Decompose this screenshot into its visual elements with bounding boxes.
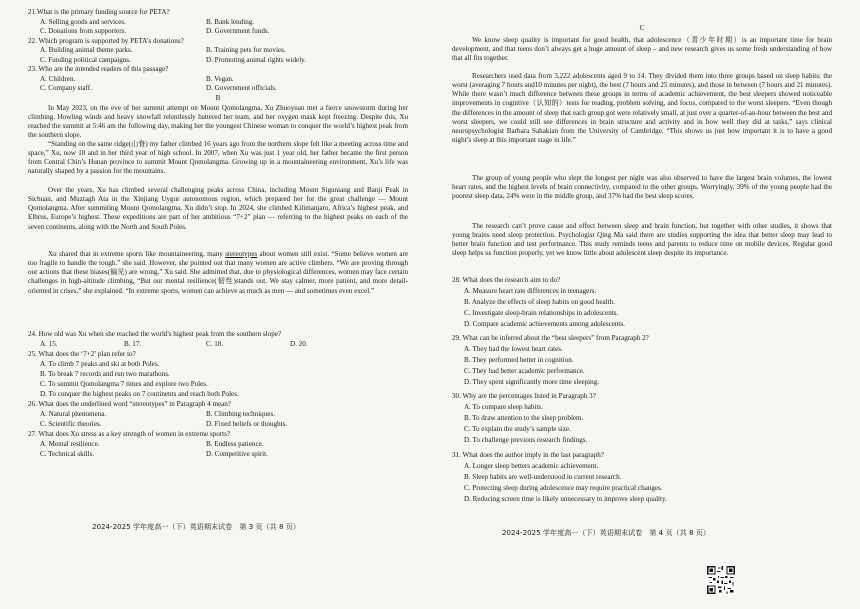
q31-option-a: A. Longer sleep betters academic achievement. (464, 462, 599, 470)
passage-b-paragraph-1: In May 2023, on the eve of her summit attempt on Mount Qomolangma, Xu Zhuoyuan met a fierce snowstorm during her climbing. Howling winds and heavy snowfall relentlessly battered her team, and her oxygen mask kept freezing. Despite this, Xu reached the summit at 5:46 am the following day, making her the youngest Chinese woman to conquer the world’s highest peak from the southern slope. (28, 104, 408, 140)
q27-option-d: D. Competitive spirit. (206, 450, 268, 458)
question-22: 22. Which program is supported by PETA’s donations? (28, 37, 184, 45)
q31-option-d: D. Reducing screen time is likely unnecessary to improve sleep quality. (464, 495, 667, 503)
passage-c-paragraph-2: Researchers used data from 3,222 adolescents aged 9 to 14. They divided them into three groups based on sleep habits: the worst (averaging 7 hours and10 minutes per night), the best (7 hours and 25 minutes), and those in between (7 hours and 21 minutes). While there wasn’t much difference between these groups in terms of academic achievement, the best sleepers showed noticeable improvements in cognitive（认知的）tests for reading, problem solving, and focus, compared to the worst sleepers. “Even though the differences in the amount of sleep that each group got were relatively small, at just over a quarter-of-an-hour between the best and worst sleepers, we could still see differences in brain structure and activity and in how well they did at tasks,” says clinical neuropsychologist Barbara Sahakian from the University of Cambridge. “This shows us just how important it is to have a good night’s sleep at this important stage in life.” (452, 72, 832, 145)
q30-option-c: C. To explain the study’s sample size. (464, 425, 571, 433)
q21-option-a: A. Selling goods and services. (40, 18, 126, 26)
q27-option-a: A. Mental resilience. (40, 440, 100, 448)
q24-option-b: B. 17. (124, 340, 142, 348)
question-24: 24. How old was Xu when she reached the world's highest peak from the southern slope? (28, 330, 282, 338)
q24-option-d: D. 20. (290, 340, 308, 348)
question-30: 30. Why are the percentages listed in Paragraph 3? (452, 392, 596, 400)
q31-option-c: C. Protecting sleep during adolescence may require practical changes. (464, 484, 663, 492)
q28-option-d: D. Compare academic achievements among adolescents. (464, 320, 625, 328)
q29-option-c: C. They had better academic performance. (464, 367, 585, 375)
q25-option-d: D. To conquer the highest peaks on 7 continents and reach both Poles. (40, 390, 239, 398)
question-23: 23. Who are the intended readers of this passage? (28, 65, 169, 73)
q31-option-b: B. Sleep habits are well-understood in current research. (464, 473, 622, 481)
q22-option-c: C. Funding political campaigns. (40, 56, 131, 64)
q26-option-c: C. Scientific theories. (40, 420, 102, 428)
question-27: 27. What does Xu stress as a key strength of women in extreme sports? (28, 430, 230, 438)
q29-option-b: B. They performed better in cognition. (464, 356, 574, 364)
q23-option-a: A. Children. (40, 75, 76, 83)
q22-option-d: D. Promoting animal rights widely. (206, 56, 307, 64)
q26-option-d: D. Fixed beliefs or thoughts. (206, 420, 288, 428)
q21-option-b: B. Bank lending. (206, 18, 255, 26)
q25-option-c: C. To summit Qomolangma 7 times and explore two Poles. (40, 380, 208, 388)
q27-option-b: B. Endless patience. (206, 440, 264, 448)
left-page-footer: 2024-2025 学年度高一（下）英语期末试卷 第 3 页（共 8 页） (92, 522, 300, 531)
q24-option-a: A. 15. (40, 340, 58, 348)
q28-option-a: A. Measure heart rate differences in teenagers. (464, 287, 597, 295)
q24-option-c: C. 18. (206, 340, 224, 348)
q30-option-b: B. To draw attention to the sleep problem. (464, 414, 584, 422)
question-29: 29. What can be inferred about the “best sleepers” from Paragraph 2? (452, 334, 649, 342)
question-31: 31. What does the author imply in the last paragraph? (452, 451, 604, 459)
q29-option-d: D. They spent significantly more time sleeping. (464, 378, 600, 386)
q26-option-b: B. Climbing techniques. (206, 410, 275, 418)
question-21: 21.What is the primary funding source for PETA? (28, 8, 170, 16)
q25-option-b: B. To break 7 records and run two marathons. (40, 370, 170, 378)
q28-option-b: B. Analyze the effects of sleep habits on good health. (464, 298, 615, 306)
question-28: 28. What does the research aim to do? (452, 276, 561, 284)
q22-option-a: A. Building animal theme parks. (40, 46, 133, 54)
passage-b-paragraph-2: “Standing on the same ridge(山脊) my father climbed 16 years ago from the northern slope felt like a meeting across time and space,” Xu, now 18 and in her third year of high school. In 2007, when Xu was just 1 year old, her father became the first person from Central Chin’s Hunan province to summit Mount Qomolangma. Growing up in a mountaineering environment, Xu’s life was naturally shaped by a passion for the mountains. (28, 140, 408, 176)
q23-option-b: B. Vegan. (206, 75, 234, 83)
q29-option-a: A. They had the lowest heart rates. (464, 345, 563, 353)
question-25: 25. What does the ‘7+2’ plan refer to? (28, 350, 136, 358)
section-b-heading: B (215, 94, 221, 102)
q25-option-a: A. To climb 7 peaks and ski at both Poles. (40, 360, 160, 368)
q26-option-a: A. Natural phenomena. (40, 410, 107, 418)
q21-option-c: C. Donations from supporters. (40, 27, 127, 35)
passage-c-paragraph-3: The group of young people who slept the longest per night was also observed to have the largest brain volumes, the lowest heart rates, and the highest levels of brain connectivity, compared to the other groups. Worryingly, 39% of the young people had the poorest sleep data, 24% were in the middle group, and 37% had the best sleep scores. (452, 174, 832, 201)
q21-option-d: D. Government funds. (206, 27, 270, 35)
q30-option-d: D. To challenge previous research findings. (464, 436, 588, 444)
section-c-heading: C (639, 24, 645, 32)
passage-c-paragraph-4: The research can’t prove cause and effect between sleep and brain function, but together with other studies, it shows that young brains need sleep protection. Psychologist Qing Ma said there are studies supporting the idea that better sleep may lead to better brain function and test performance. This study reminds teens and parents to reduce time on mobile devices. Regular good sleep helps us function properly, yet we know little about adolescent sleep despite its importance. (452, 222, 832, 258)
q23-option-c: C. Company staff. (40, 84, 92, 92)
q28-option-c: C. Investigate sleep-brain relationships in adolescents. (464, 309, 619, 317)
right-page-footer: 2024-2025 学年度高一（下）英语期末试卷 第 4 页（共 8 页） (502, 528, 710, 537)
q27-option-c: C. Technical skills. (40, 450, 95, 458)
underlined-word-stereotypes: stereotypes (225, 250, 258, 258)
question-26: 26. What does the underlined word “stereotypes” in Paragraph 4 mean? (28, 400, 231, 408)
qr-code-icon (706, 565, 736, 595)
passage-c-paragraph-1: We know sleep quality is important for good health, that adolescence（青少年时期）is an important time for brain development, and that teens don’t always get a huge amount of sleep – and new research gives us some fresh understanding of how that all fits together. (452, 36, 832, 63)
q30-option-a: A. To compare sleep habits. (464, 403, 543, 411)
q23-option-d: D. Government officials. (206, 84, 277, 92)
passage-b-paragraph-3: Over the years, Xu has climbed several challenging peaks across China, including Mount Siguniang and Banji Peak in Sichuan, and Muztagh Ata in the Xinjiang Uygur autonomous region, which prepared her for the great challenge — Mount Qomolangma. After summiting Mount Qomolangma, Xu didn’t stop. In 2024, she climbed Kilimanjaro, Africa’s highest peak, and Elbrus, Europe’s highest. These expeditions are part of her ambitious “7+2” plan — referring to the highest peaks on each of the seven continents, along with the North and South Poles. (28, 186, 408, 231)
passage-b-paragraph-4: Xu shared that in extreme sports like mountaineering, many stereotypes about women still exist. “Some believe women are too fragile to handle the tough.” she said. However, she pointed out that many women are active climbers. “We are proving through our actions that these biases(偏见) are wrong,” Xu said. She admitted that, due to physiological differences, women may face certain challenges in high-altitude climbing, “But our mental resilience(韧性)stands out. We stay calmer, more patient, and more detail-oriented in crises,” she explained. “In extreme sports, women can achieve as much as men — and sometimes even excel.” (28, 250, 409, 295)
q22-option-b: B. Training pets for movies. (206, 46, 286, 54)
